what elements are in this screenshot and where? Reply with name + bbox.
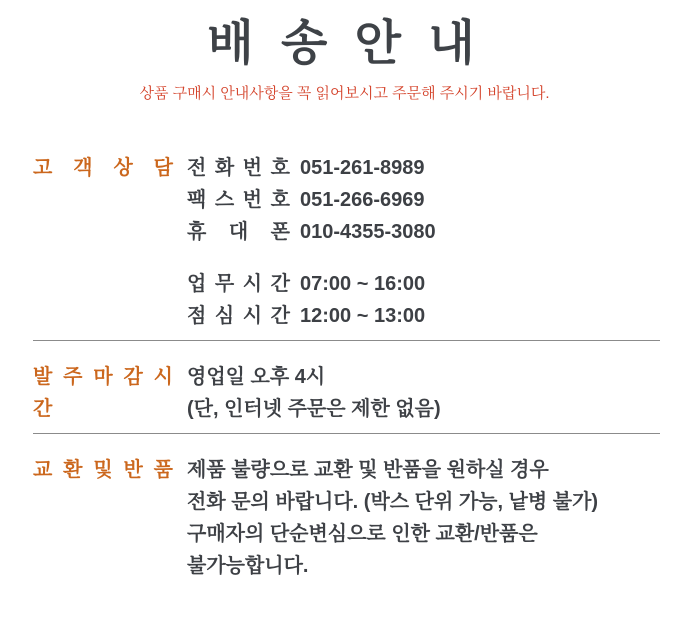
customer-service-body [187,152,436,332]
section-label-order-deadline: 발 주 마 감 시 간 [33,366,173,420]
order-deadline-body [187,361,441,425]
section-divider [33,340,660,341]
order-deadline-line: 영업일 오후 4시 [187,366,326,388]
lunch-hours-label: 점 심 시 간 [187,305,290,327]
exchange-return-line: 불가능합니다. [187,555,309,577]
business-hours-label: 업 무 시 간 [187,273,290,295]
mobile-row-label: 휴 대 폰 [187,221,290,243]
section-label-customer-service: 고 객 상 담 [33,157,173,179]
mobile-number: 010-4355-3080 [300,221,436,243]
section-customer-service [33,152,660,332]
page-title: 배 송 안 내 [207,17,482,70]
fax-row-label: 팩 스 번 호 [187,189,290,211]
section-order-deadline [33,361,660,425]
order-deadline-note: (단, 인터넷 주문은 제한 없음) [187,398,441,420]
phone-row-label: 전 화 번 호 [187,157,290,179]
exchange-return-line: 제품 불량으로 교환 및 반품을 원하실 경우 [187,459,549,481]
hours-row-lunch [187,300,436,332]
fax-number: 051-266-6969 [300,189,425,211]
hours-row-business [187,268,436,300]
contact-row-mobile [187,216,436,248]
contact-row-fax [187,184,436,216]
page-subtitle: 상품 구매시 안내사항을 꼭 읽어보시고 주문해 주시기 바랍니다. [139,85,550,102]
section-label-exchange-return: 교 환 및 반 품 [33,459,173,481]
exchange-return-line: 전화 문의 바랍니다. (박스 단위 가능, 낱병 불가) [187,491,599,513]
contact-row-phone [187,152,436,184]
exchange-return-line: 구매자의 단순변심으로 인한 교환/반품은 [187,523,538,545]
phone-number: 051-261-8989 [300,157,425,179]
business-hours-value: 07:00 ~ 16:00 [300,273,426,295]
sections-container [0,152,689,582]
exchange-return-body [187,454,598,582]
lunch-hours-value: 12:00 ~ 13:00 [300,305,426,327]
section-divider [33,433,660,434]
section-exchange-return [33,454,660,582]
